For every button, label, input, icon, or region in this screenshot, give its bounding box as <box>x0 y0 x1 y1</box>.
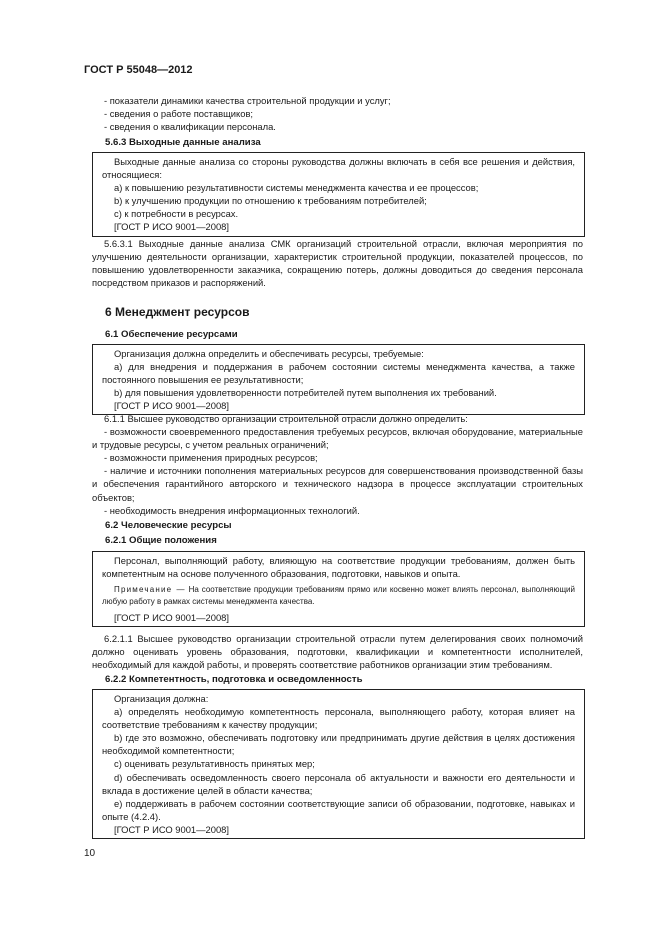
list-item: - наличие и источники пополнения материальных ресурсов для совершенствования производственной базы и обеспечения гарантийного авторского и технического надзора в процессе эксплуатации строительных объектов; <box>92 465 583 503</box>
heading-6-2-1: 6.2.1 Общие положения <box>105 535 217 546</box>
box-paragraph: Выходные данные анализа со стороны руководства должны включать в себя все решения и действия, относящиеся: <box>102 156 575 181</box>
note-text: На соответствие продукции требованиям прямо или косвенно может влиять персонал, выполняющий любую работу в рамках системы менеджмента качества. <box>102 585 575 607</box>
page-number: 10 <box>84 848 96 859</box>
box-paragraph: Организация должна: <box>114 693 209 704</box>
quote-box-6-2-1 <box>92 551 585 627</box>
paragraph-text: 5.6.3.1 Выходные данные анализа СМК организаций строительной отрасли, включая мероприятия по улучшению деятельности организации, характеристик строительной продукции, показателей процессов, по повышению удовлетворенности заказчика, сокращению потерь, должны доводиться до сведения персонала посредством приказов и распоряжений. <box>92 238 583 289</box>
box-item: c) оценивать результативность принятых мер; <box>114 758 315 770</box>
list-item: - возможности применения природных ресурсов; <box>104 452 318 464</box>
note <box>102 584 575 608</box>
box-paragraph: Организация должна определить и обеспечивать ресурсы, требуемые: <box>114 348 424 359</box>
quote-box-6-2-2 <box>92 689 585 839</box>
box-item: a) к повышению результативности системы менеджмента качества и ее процессов; <box>114 182 479 194</box>
list-item: - сведения о работе поставщиков; <box>104 108 254 120</box>
heading-6-2-2: 6.2.2 Компетентность, подготовка и осведомленность <box>105 674 363 685</box>
box-reference: [ГОСТ Р ИСО 9001—2008] <box>114 612 229 624</box>
heading-5-6-3: 5.6.3 Выходные данные анализа <box>105 137 261 148</box>
list-item: - сведения о квалификации персонала. <box>104 121 276 133</box>
paragraph-text: 6.2.1.1 Высшее руководство организации строительной отрасли путем делегирования своих полномочий должно оценивать уровень образования, подготовки, квалификации и компетентности исполнителей, необходимый для каждой работы, и проверять соответствие работников организации этим требованиям. <box>92 633 583 671</box>
box-item: a) для внедрения и поддержания в рабочем состоянии системы менеджмента качества, а также постоянного повышения ее результативности; <box>102 361 575 386</box>
heading-6-2: 6.2 Человеческие ресурсы <box>105 520 232 531</box>
list-item: - возможности своевременного предоставления требуемых ресурсов, включая оборудование, материальные и трудовые ресурсы, с учетом реальных ограничений; <box>92 426 583 451</box>
box-item: e) поддерживать в рабочем состоянии соответствующие записи об образовании, подготовке, навыках и опыте (4.2.4). <box>102 797 575 822</box>
box-reference: [ГОСТ Р ИСО 9001—2008] <box>114 221 229 233</box>
box-item: b) к улучшению продукции по отношению к требованиям потребителей; <box>114 195 427 207</box>
paragraph-5-6-3-1 <box>92 237 583 289</box>
paragraph-text: 6.1.1 Высшее руководство организации строительной отрасли должно определить: <box>104 413 468 424</box>
box-paragraph: Персонал, выполняющий работу, влияющую на соответствие продукции требованиям, должен быть компетентным на основе полученного образования, подготовки, навыков и опыта. <box>102 555 575 580</box>
box-item: d) обеспечивать осведомленность своего персонала об актуальности и важности его деятельности и вклада в достижение целей в области качества; <box>102 771 575 796</box>
list-item: - необходимость внедрения информационных технологий. <box>104 504 360 516</box>
box-item: b) где это возможно, обеспечивать подготовку или предпринимать другие действия в целях достижения необходимой компетентности; <box>102 732 575 757</box>
list-item: - показатели динамики качества строительной продукции и услуг; <box>104 95 391 106</box>
box-item: a) определять необходимую компетентность персонала, выполняющего работу, которая влияет на соответствие требованиям к качеству продукции; <box>102 706 575 731</box>
section-6-title: 6 Менеджмент ресурсов <box>105 305 250 319</box>
box-reference: [ГОСТ Р ИСО 9001—2008] <box>114 823 229 835</box>
quote-box-5-6-3 <box>92 152 585 237</box>
top-list <box>92 94 583 133</box>
heading-6-1: 6.1 Обеспечение ресурсами <box>105 329 238 340</box>
box-reference: [ГОСТ Р ИСО 9001—2008] <box>114 400 229 412</box>
paragraph-6-2-1-1 <box>92 632 583 671</box>
box-item: b) для повышения удовлетворенности потребителей путем выполнения их требований. <box>114 387 497 399</box>
paragraph-6-1-1 <box>92 412 583 517</box>
quote-box-6-1 <box>92 344 585 415</box>
box-item: c) к потребности в ресурсах. <box>114 208 239 220</box>
document-header: ГОСТ Р 55048—2012 <box>84 64 193 76</box>
note-label: Примечание — <box>114 585 186 595</box>
